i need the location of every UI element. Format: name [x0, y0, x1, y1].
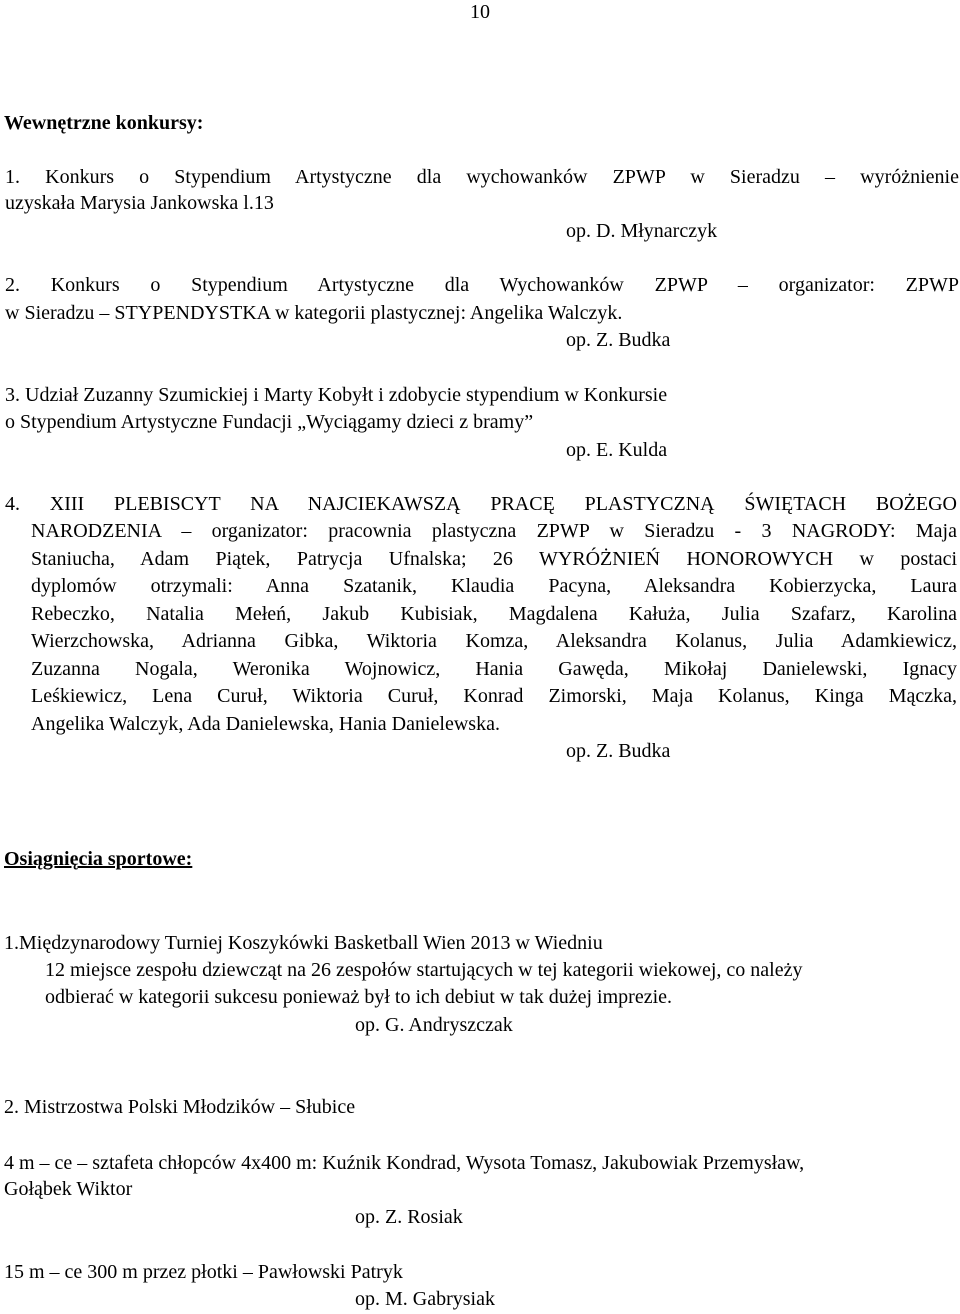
sport-3-signature: op. Z. Rosiak: [355, 1206, 463, 1228]
contest-2-line-1: 2. Konkurs o Stypendium Artystyczne dla Wychowanków ZPWP – organizator: ZPWP: [5, 274, 959, 296]
contest-4-line-3: Staniucha, Adam Piątek, Patrycja Ufnalska; 26 WYRÓŻNIEŃ HONOROWYCH w postaci: [31, 548, 957, 570]
contest-1-line-1: 1. Konkurs o Stypendium Artystyczne dla wychowanków ZPWP w Sieradzu – wyróżnienie: [5, 166, 959, 188]
contest-4-line-9: Angelika Walczyk, Ada Danielewska, Hania Danielewska.: [31, 713, 500, 735]
contest-1-signature: op. D. Młynarczyk: [566, 220, 718, 242]
contest-4-line-7: Zuzanna Nogala, Weronika Wojnowicz, Hania Gawęda, Mikołaj Danielewski, Ignacy: [31, 658, 957, 680]
contest-4-line-6: Wierzchowska, Adrianna Gibka, Wiktoria Komza, Aleksandra Kolanus, Julia Adamkiewicz,: [31, 630, 957, 652]
contest-2-line-2: w Sieradzu – STYPENDYSTKA w kategorii plastycznej: Angelika Walczyk.: [5, 302, 623, 324]
contest-4-line-5: Rebeczko, Natalia Mełeń, Jakub Kubisiak, Magdalena Kałuża, Julia Szafarz, Karolina: [31, 603, 957, 625]
sport-4-signature: op. M. Gabrysiak: [355, 1288, 495, 1310]
sport-1-line-3: odbierać w kategorii sukcesu ponieważ był to ich debiut w tak dużej imprezie.: [45, 986, 673, 1008]
contest-3-line-2: o Stypendium Artystyczne Fundacji „Wyciągamy dzieci z bramy”: [5, 411, 534, 433]
sport-2-heading: 2. Mistrzostwa Polski Młodzików – Słubice: [4, 1096, 356, 1118]
section-heading-internal-contests: Wewnętrzne konkursy:: [4, 112, 204, 134]
sport-4-line-1: 15 m – ce 300 m przez płotki – Pawłowski Patryk: [4, 1261, 403, 1283]
sport-3-line-1: 4 m – ce – sztafeta chłopców 4x400 m: Kuźnik Kondrad, Wysota Tomasz, Jakubowiak Przemysław,: [4, 1152, 805, 1174]
contest-4-signature: op. Z. Budka: [566, 740, 671, 762]
contest-4-line-4: dyplomów otrzymali: Anna Szatanik, Klaudia Pacyna, Aleksandra Kobierzycka, Laura: [31, 575, 957, 597]
contest-3-signature: op. E. Kulda: [566, 439, 668, 461]
contest-4-line-2: NARODZENIA – organizator: pracownia plastyczna ZPWP w Sieradzu - 3 NAGRODY: Maja: [31, 520, 957, 542]
contest-4-line-1: 4. XIII PLEBISCYT NA NAJCIEKAWSZĄ PRACĘ PLASTYCZNĄ ŚWIĘTACH BOŻEGO: [5, 493, 957, 515]
contest-2-signature: op. Z. Budka: [566, 329, 671, 351]
contest-1-line-2: uzyskała Marysia Jankowska l.13: [5, 192, 274, 214]
contest-4-line-8: Leśkiewicz, Lena Curuł, Wiktoria Curuł, Konrad Zimorski, Maja Kolanus, Kinga Mączka,: [31, 685, 957, 707]
contest-3-line-1: 3. Udział Zuzanny Szumickiej i Marty Kobyłt i zdobycie stypendium w Konkursie: [5, 384, 668, 406]
section-heading-sports-achievements: Osiągnięcia sportowe:: [4, 848, 193, 870]
sport-1-line-2: 12 miejsce zespołu dziewcząt na 26 zespołów startujących w tej kategorii wiekowej, co należy: [45, 959, 803, 981]
page-number: 10: [470, 1, 490, 23]
sport-3-line-2: Gołąbek Wiktor: [4, 1178, 133, 1200]
sport-1-line-1: 1.Międzynarodowy Turniej Koszykówki Basketball Wien 2013 w Wiedniu: [4, 932, 603, 954]
sport-1-signature: op. G. Andryszczak: [355, 1014, 513, 1036]
